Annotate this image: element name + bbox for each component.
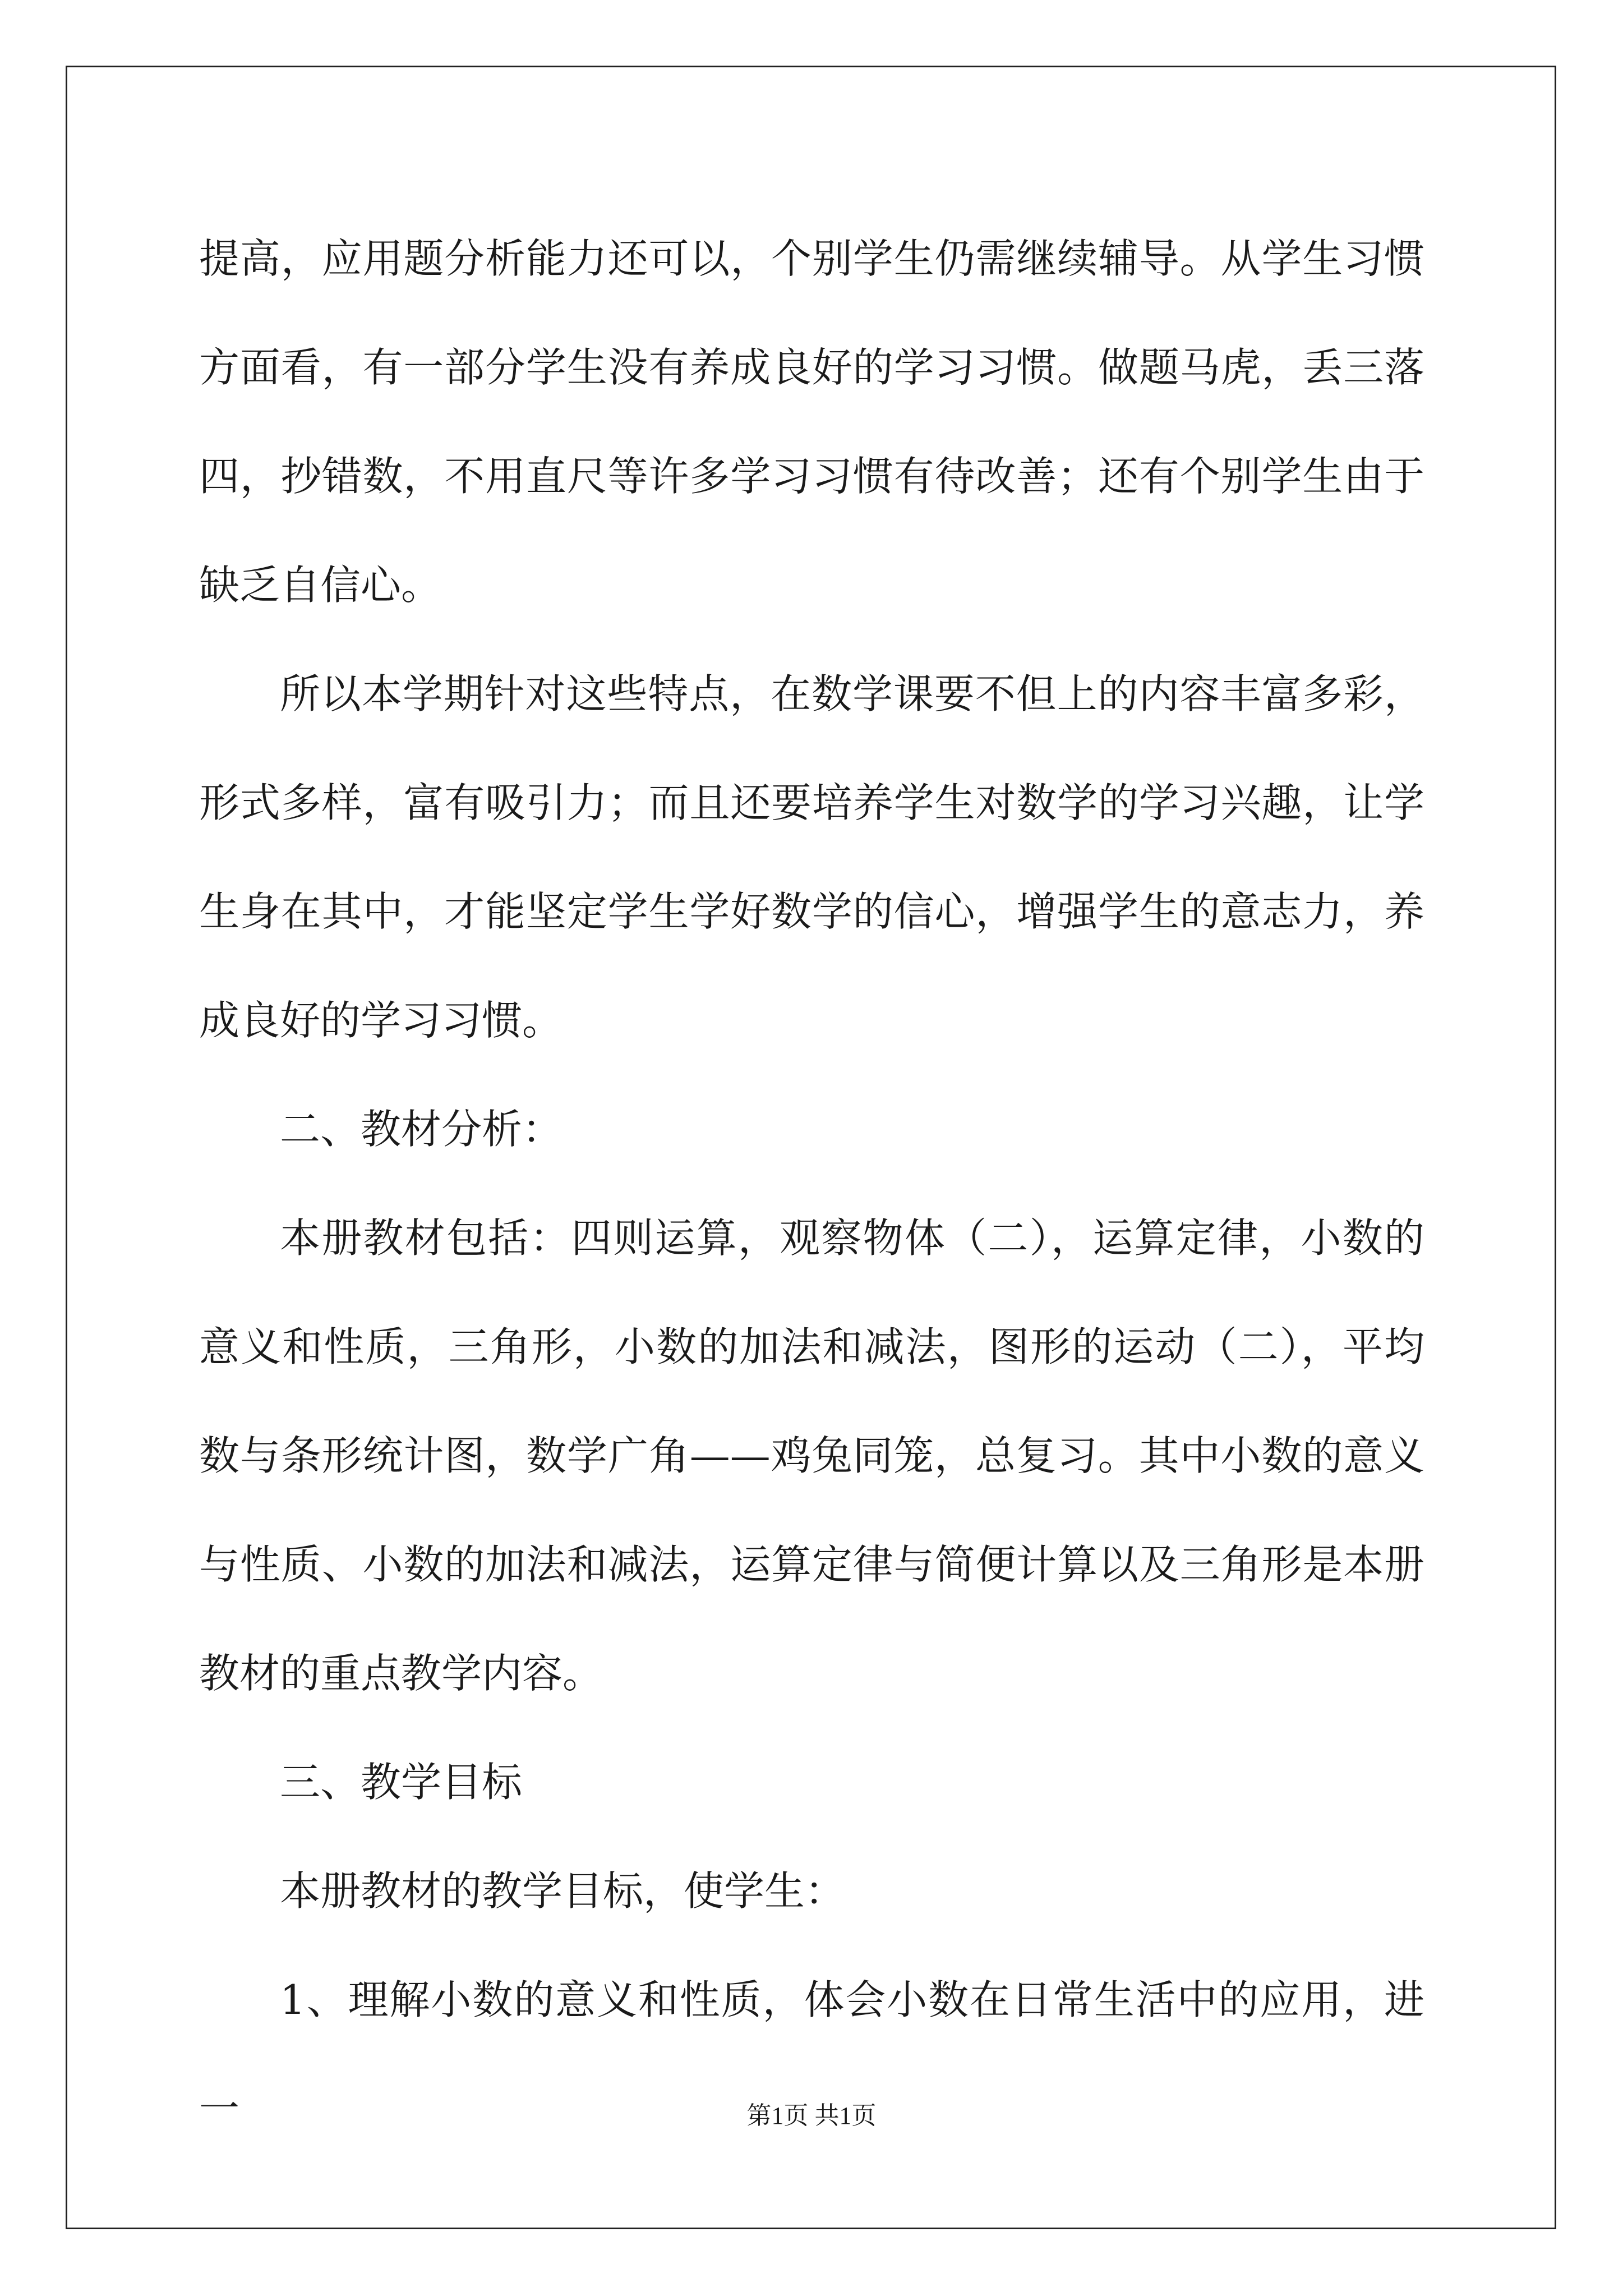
- paragraph-plan: 所以本学期针对这些特点，在数学课要不但上的内容丰富多彩，形式多样，富有吸引力；而且还要培养学生对数学的学习兴趣，让学生身在其中，才能坚定学生学好数学的信心，增强学生的意志力，养成良好的学习习惯。: [199, 670, 1424, 1044]
- heading-teaching-goals: 三、教学目标: [280, 1759, 523, 1806]
- page-footer: 第1页 共1页: [746, 2102, 877, 2129]
- paragraph-habits: 提高，应用题分析能力还可以，个别学生仍需继续辅导。从学生习惯方面看，有一部分学生没有养成良好的学习习惯。做题马虎，丢三落四，抄错数，不用直尺等许多学习习惯有待改善；还有个别学生由于缺乏自信心。: [199, 235, 1424, 609]
- heading-textbook-analysis: 二、教材分析：: [280, 1106, 563, 1153]
- document-body: [199, 204, 1424, 2163]
- list-item-goal-1: 1、理解小数的意义和性质，体会小数在日常生活中的应用，进一: [199, 1976, 1424, 2132]
- paragraph-goals-intro: 本册教材的教学目标，使学生：: [280, 1867, 846, 1915]
- paragraph-textbook-contents: 本册教材包括：四则运算，观察物体（二），运算定律，小数的意义和性质，三角形，小数的加法和减法，图形的运动（二），平均数与条形统计图，数学广角——鸡兔同笼，总复习。其中小数的意义与性质、小数的加法和减法，运算定律与简便计算以及三角形是本册教材的重点教学内容。: [199, 1214, 1424, 1697]
